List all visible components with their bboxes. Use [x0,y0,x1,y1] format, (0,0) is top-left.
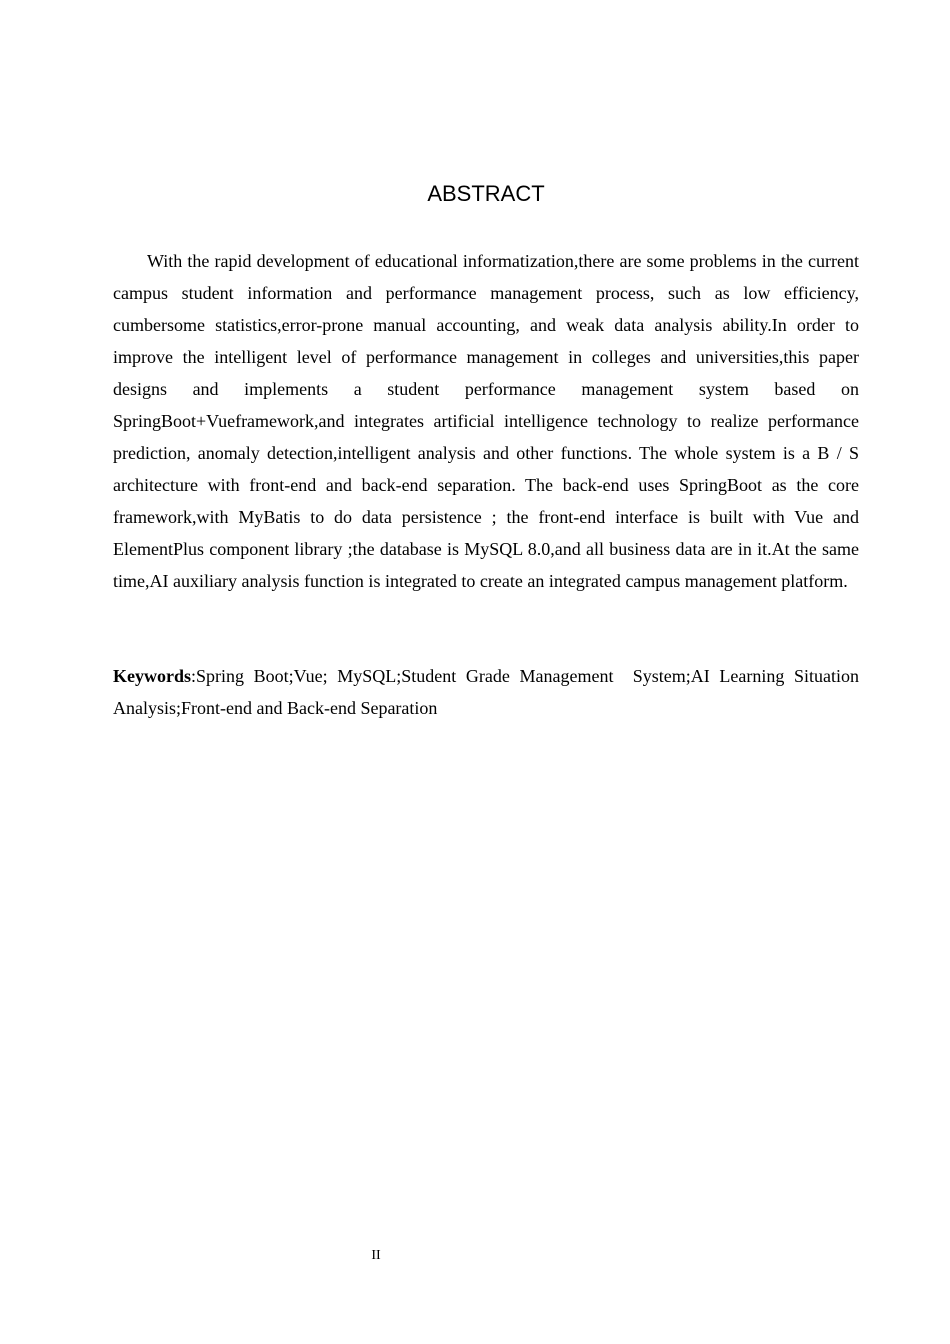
keywords-label: Keywords [113,666,191,686]
abstract-body-paragraph: With the rapid development of educational informatization,there are some problems in the current campus student information and performance management process, such as low efficiency, cumbersome statistics,error-prone manual accounting, and weak data analysis ability.In order to improve the intelligent level of performance management in colleges and universities,this paper designs and implements a student performance management system based on SpringBoot+Vueframework,and integrates artificial intelligence technology to realize performance prediction, anomaly detection,intelligent analysis and other functions. The whole system is a B / S architecture with front-end and back-end separation. The back-end uses SpringBoot as the core framework,with MyBatis to do data persistence ; the front-end interface is built with Vue and ElementPlus component library ;the database is MySQL 8.0,and all business data are in it.At the same time,AI auxiliary analysis function is integrated to create an integrated campus management platform. [113,251,859,591]
page-number: II [371,1248,381,1263]
keywords-paragraph [113,660,863,724]
keywords-text: :Spring Boot;Vue; MySQL;Student Grade Management System;AI Learning Situation Analysis;Front-end and Back-end Separation [113,666,863,718]
abstract-title: ABSTRACT [427,181,545,206]
